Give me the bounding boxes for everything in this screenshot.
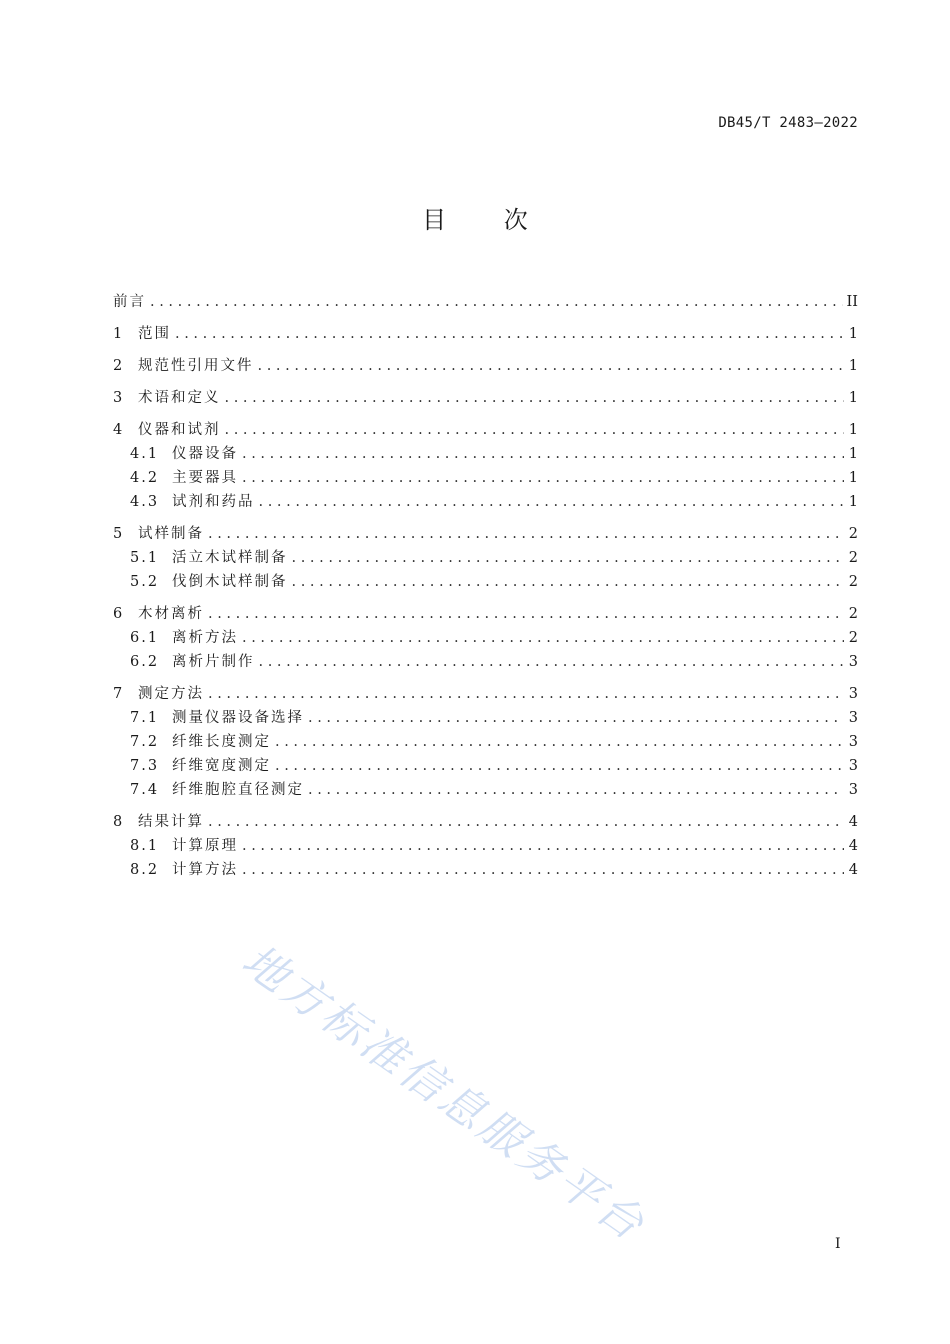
toc-entry-page: 1	[848, 358, 858, 374]
toc-entry[interactable]	[113, 858, 858, 882]
toc-entry-label: 试剂和药品	[172, 494, 255, 510]
toc-leader-dots	[150, 294, 843, 310]
toc-entry[interactable]	[113, 386, 858, 410]
toc-entry-label: 规范性引用文件	[138, 358, 254, 374]
toc-entry[interactable]	[113, 466, 858, 490]
toc-entry[interactable]	[113, 754, 858, 778]
toc-entry-page: 1	[848, 422, 858, 438]
toc-entry-label: 术语和定义	[138, 390, 221, 406]
toc-entry-page: 3	[848, 654, 858, 670]
toc-entry[interactable]	[113, 570, 858, 594]
toc-entry-number: 4.1	[130, 446, 160, 462]
toc-entry-page: 2	[848, 526, 858, 542]
toc-entry-number: 7	[113, 686, 125, 702]
toc-entry-label: 计算原理	[172, 838, 238, 854]
toc-entry[interactable]	[113, 490, 858, 514]
toc-entry-number: 8.2	[130, 862, 160, 878]
toc-entry-page: 2	[848, 630, 858, 646]
toc-entry-number: 7.4	[130, 782, 160, 798]
toc-entry-number: 4.3	[130, 494, 160, 510]
toc-entry-page: 1	[848, 494, 858, 510]
toc-entry-label: 伐倒木试样制备	[172, 574, 288, 590]
toc-entry[interactable]	[113, 418, 858, 442]
toc-leader-dots	[292, 550, 845, 566]
toc-entry-number: 8	[113, 814, 125, 830]
toc-leader-dots	[259, 494, 845, 510]
toc-leader-dots	[208, 814, 844, 830]
toc-leader-dots	[225, 422, 845, 438]
toc-entry-number: 6.1	[130, 630, 160, 646]
toc-leader-dots	[208, 526, 844, 542]
toc-entry-number: 7.2	[130, 734, 160, 750]
toc-leader-dots	[225, 390, 845, 406]
toc-entry-page: 3	[848, 686, 858, 702]
toc-entry-page: 3	[848, 758, 858, 774]
toc-entry-number: 6	[113, 606, 125, 622]
toc-leader-dots	[208, 686, 844, 702]
toc-leader-dots	[275, 734, 844, 750]
toc-entry[interactable]	[113, 730, 858, 754]
toc-entry-number: 5	[113, 526, 125, 542]
toc-entry[interactable]	[113, 354, 858, 378]
toc-entry-label: 仪器和试剂	[138, 422, 221, 438]
toc-entry-label: 主要器具	[172, 470, 238, 486]
toc-leader-dots	[242, 630, 844, 646]
toc-entry[interactable]	[113, 602, 858, 626]
toc-entry[interactable]	[113, 834, 858, 858]
toc-entry-number: 4	[113, 422, 125, 438]
toc-entry[interactable]	[113, 778, 858, 802]
toc-entry-label: 测量仪器设备选择	[172, 710, 304, 726]
toc-entry-label: 纤维宽度测定	[172, 758, 271, 774]
toc-leader-dots	[259, 654, 845, 670]
toc-entry-page: 2	[848, 606, 858, 622]
toc-entry-number: 7.1	[130, 710, 160, 726]
toc-entry-page: 1	[848, 446, 858, 462]
toc-entry-label: 离析片制作	[172, 654, 255, 670]
toc-entry-label: 纤维胞腔直径测定	[172, 782, 304, 798]
toc-entry-number: 3	[113, 390, 125, 406]
toc-entry-page: 2	[848, 574, 858, 590]
toc-entry-page: 1	[848, 390, 858, 406]
toc-entry-page: 4	[848, 838, 858, 854]
toc-leader-dots	[242, 862, 844, 878]
toc-entry-page: 3	[848, 782, 858, 798]
toc-entry-label: 范围	[138, 326, 171, 342]
toc-entry-label: 结果计算	[138, 814, 204, 830]
toc-leader-dots	[175, 326, 844, 342]
toc-leader-dots	[308, 710, 844, 726]
toc-title: 目 次	[422, 206, 528, 234]
table-of-contents	[113, 290, 858, 882]
toc-entry[interactable]	[113, 442, 858, 466]
toc-entry-page: 4	[848, 814, 858, 830]
toc-entry-label: 纤维长度测定	[172, 734, 271, 750]
toc-entry-page: 1	[848, 326, 858, 342]
document-code: DB45/T 2483—2022	[718, 115, 858, 131]
toc-entry[interactable]	[113, 810, 858, 834]
toc-entry-label: 木材离析	[138, 606, 204, 622]
toc-leader-dots	[242, 446, 844, 462]
toc-entry[interactable]	[113, 682, 858, 706]
toc-entry-number: 2	[113, 358, 125, 374]
toc-entry[interactable]	[113, 706, 858, 730]
toc-entry[interactable]	[113, 290, 858, 314]
toc-leader-dots	[242, 470, 844, 486]
toc-entry-label: 离析方法	[172, 630, 238, 646]
toc-entry-page: 3	[848, 734, 858, 750]
toc-entry-label: 活立木试样制备	[172, 550, 288, 566]
toc-entry[interactable]	[113, 322, 858, 346]
page-number: I	[835, 1236, 841, 1252]
toc-entry-label: 仪器设备	[172, 446, 238, 462]
toc-entry-number: 5.2	[130, 574, 160, 590]
toc-entry-number: 5.1	[130, 550, 160, 566]
toc-entry-label: 测定方法	[138, 686, 204, 702]
toc-entry[interactable]	[113, 626, 858, 650]
toc-entry-number: 7.3	[130, 758, 160, 774]
toc-entry-label: 试样制备	[138, 526, 204, 542]
toc-entry-label: 前言	[113, 294, 146, 310]
toc-entry[interactable]	[113, 522, 858, 546]
toc-leader-dots	[292, 574, 845, 590]
toc-leader-dots	[308, 782, 844, 798]
toc-entry-number: 4.2	[130, 470, 160, 486]
toc-entry[interactable]	[113, 650, 858, 674]
toc-leader-dots	[208, 606, 844, 622]
toc-entry-page: 4	[848, 862, 858, 878]
toc-entry-number: 8.1	[130, 838, 160, 854]
toc-entry-number: 1	[113, 326, 125, 342]
watermark: 地方标准信息服务平台	[232, 934, 656, 1252]
toc-entry-page: 1	[848, 470, 858, 486]
toc-entry-number: 6.2	[130, 654, 160, 670]
toc-entry-label: 计算方法	[172, 862, 238, 878]
toc-entry-page: 3	[848, 710, 858, 726]
toc-leader-dots	[242, 838, 844, 854]
toc-entry-page: 2	[848, 550, 858, 566]
toc-entry[interactable]	[113, 546, 858, 570]
toc-entry-page: II	[846, 294, 858, 310]
toc-leader-dots	[258, 358, 845, 374]
toc-leader-dots	[275, 758, 844, 774]
